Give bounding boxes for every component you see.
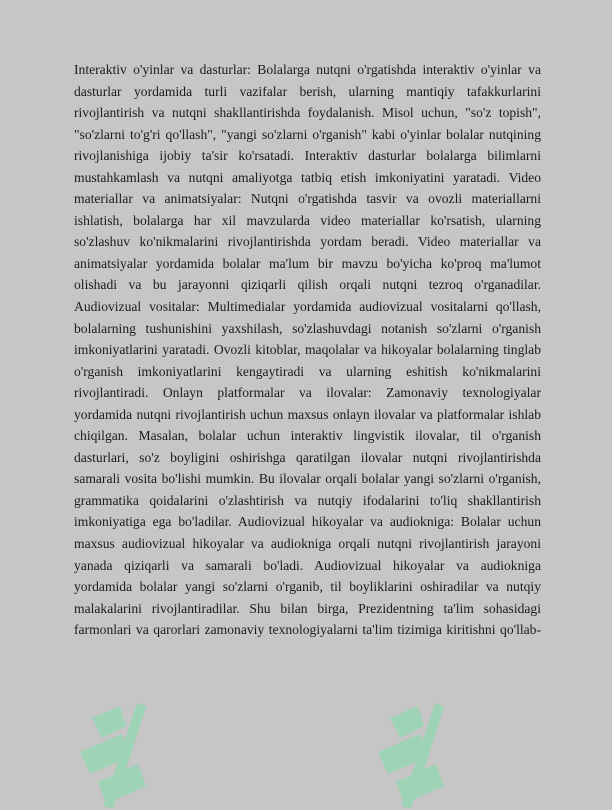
text-line: rivojlantirish va nutqni shakllantirishda foydalanish. Misol uchun, "so'z topish", [74,105,541,121]
text-line: imkoniyatlarini yaratadi. Ovozli kitoblar, maqolalar va hikoyalar bolalarning tinglab [74,342,541,358]
text-line: imkoniyatiga ega bo'ladilar. Audiovizual hikoyalar va audiokniga: Bolalar uchun [74,514,541,530]
text-line: yanada qiziqarli va samarali bo'ladi. Audiovizual hikoyalar va audiokniga [74,557,541,573]
text-line: samarali vosita bo'lishi mumkin. Bu ilovalar orqali bolalar yangi so'zlarni o'rganish, [74,471,541,487]
watermark-logo-icon [62,700,182,810]
text-line: farmonlari va qarorlari zamonaviy texnologiyalarni ta'lim tizimiga kiritishni qo'llab- [74,622,541,638]
body-paragraph [74,59,541,641]
text-line: rivojlantiradi. Onlayn platformalar va ilovalar: Zamonaviy texnologiyalar [74,385,541,401]
text-line: dasturlari, so'z boyligini oshirishga qaratilgan ilovalar nutqni rivojlantirishda [74,449,541,465]
watermark-logo-icon [360,700,480,810]
text-line: rivojlanishiga ijobiy ta'sir ko'rsatadi. Interaktiv dasturlar bolalarga bilimlarni [74,148,541,164]
text-line: maxsus audiovizual hikoyalar va audiokniga orqali nutqni rivojlantirish jarayoni [74,536,541,552]
text-line: yordamida nutqni rivojlantirish uchun maxsus onlayn ilovalar va platformalar ishlab [74,406,541,422]
text-line: mustahkamlash va nutqni amaliyotga tatbiq etish imkoniyatini yaratadi. Video [74,169,541,185]
text-line: ishlatish, bolalarga har xil mavzularda video materiallar ko'rsatish, ularning [74,212,541,228]
text-line: so'zlashuv ko'nikmalarini rivojlantirishda yordam beradi. Video materiallar va [74,234,541,250]
text-line: yordamida bolalar yangi so'zlarni o'rganib, til boyliklarini oshiradilar va nutqiy [74,579,541,595]
text-line: materiallar va animatsiyalar: Nutqni o'rgatishda tasvir va ovozli materiallarni [74,191,541,207]
text-line: Audiovizual vositalar: Multimedialar yordamida audiovizual vositalarni qo'llash, [74,299,541,315]
text-line: animatsiyalar yordamida bolalar ma'lum bir mavzu bo'yicha ko'proq ma'lumot [74,255,541,271]
text-line: "so'zlarni to'g'ri qo'llash", "yangi so'zlarni o'rganish" kabi o'yinlar bolalar nutqining [74,126,541,142]
text-line: grammatika qoidalarini o'zlashtirish va nutqiy ifodalarini to'liq shakllantirish [74,492,541,508]
text-line: chiqilgan. Masalan, bolalar uchun interaktiv lingvistik ilovalar, til o'rganish [74,428,541,444]
text-line: bolalarning tushunishini yaxshilash, so'zlashuvdagi notanish so'zlarni o'rganish [74,320,541,336]
text-line: dasturlar yordamida turli vazifalar berish, ularning mantiqiy tafakkurlarini [74,83,541,99]
text-line: malakalarini rivojlantiradilar. Shu bilan birga, Prezidentning ta'lim sohasidagi [74,600,541,616]
text-line: o'rganish imkoniyatlarini kengaytiradi va ularning eshitish ko'nikmalarini [74,363,541,379]
text-line: olishadi va bu jarayonni qiziqarli qilish orqali nutqni tezroq o'rganadilar. [74,277,541,293]
text-line: Interaktiv o'yinlar va dasturlar: Bolalarga nutqni o'rgatishda interaktiv o'yinlar va [74,62,541,77]
